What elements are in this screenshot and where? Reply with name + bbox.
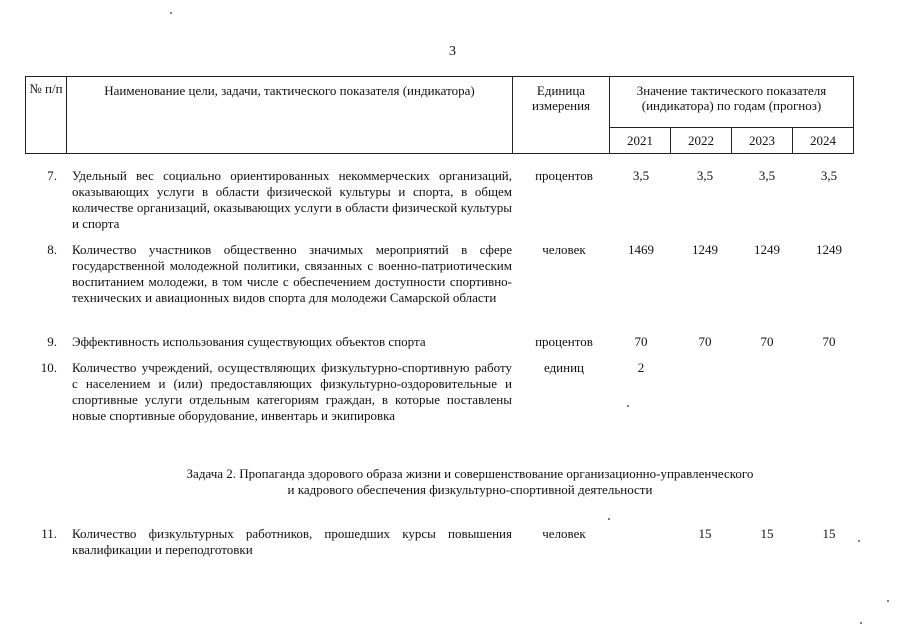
table-row — [25, 334, 860, 350]
row-number: 11. — [41, 526, 57, 541]
row-value-2024: 15 — [822, 526, 836, 541]
row-value-2022: 1249 — [692, 242, 718, 257]
header-year-2021: 2021 — [610, 128, 671, 154]
row-value-2021: 1469 — [628, 242, 654, 257]
table-row — [25, 242, 860, 322]
header-year-2024: 2024 — [793, 128, 854, 154]
row-unit: процентов — [535, 334, 593, 349]
header-name: Наименование цели, задачи, тактического показателя (индикатора) — [67, 77, 513, 154]
row-unit: человек — [542, 242, 586, 257]
header-year-2022: 2022 — [671, 128, 732, 154]
row-value-2021: 3,5 — [632, 168, 650, 183]
scan-speck — [860, 622, 862, 624]
row-number: 10. — [40, 360, 57, 375]
row-value-2022: 3,5 — [696, 168, 714, 183]
row-unit: единиц — [543, 360, 585, 375]
page-number: 3 — [449, 44, 456, 59]
scan-speck — [170, 12, 172, 14]
header-year-2023: 2023 — [732, 128, 793, 154]
header-unit: Единица измерения — [513, 77, 610, 154]
row-value-2022: 15 — [698, 526, 712, 541]
row-name: Количество учреждений, осуществляющих физкультурно-спортивную работу с населением и (или) предоставляющих физкультурно-оздоровительные и спортивные услуги отдельным категориям граждан, в которые поставлены новые спортивные оборудование, инвентарь и экипировка — [72, 360, 512, 423]
row-value-2023: 3,5 — [758, 168, 776, 183]
scan-speck — [608, 518, 610, 520]
header-value-text: Значение тактического показателя (индикатора) по годам (прогноз) — [636, 83, 827, 113]
table-row — [25, 360, 860, 440]
row-name: Эффективность использования существующих объектов спорта — [72, 334, 426, 349]
header-num: № п/п — [26, 77, 67, 154]
row-value-2022: 70 — [698, 334, 712, 349]
row-name: Удельный вес социально ориентированных некоммерческих организаций, оказывающих услуги в области физической культуры и спорта, в общем количестве организаций, оказывающих услуги в области физической культуры и спорта — [72, 168, 512, 231]
row-value-2021: 70 — [634, 334, 648, 349]
row-number: 9. — [47, 334, 57, 349]
task-heading — [25, 466, 905, 498]
row-value-2023: 1249 — [754, 242, 780, 257]
row-unit: процентов — [535, 168, 593, 183]
header-value — [610, 77, 854, 128]
row-value-2024: 3,5 — [820, 168, 838, 183]
table-row — [25, 526, 860, 558]
row-number: 8. — [47, 242, 57, 257]
scan-speck — [627, 405, 629, 407]
row-value-2021: 2 — [637, 360, 645, 375]
row-value-2024: 70 — [822, 334, 836, 349]
indicator-table-header — [25, 76, 854, 154]
row-unit: человек — [542, 526, 586, 541]
task-heading-line1: Задача 2. Пропаганда здорового образа жизни и совершенствование организационно-управленческого — [186, 466, 754, 481]
table-row — [25, 168, 860, 232]
row-value-2024: 1249 — [816, 242, 842, 257]
row-number: 7. — [47, 168, 57, 183]
row-value-2023: 70 — [760, 334, 774, 349]
row-name: Количество физкультурных работников, прошедших курсы повышения квалификации и переподготовки — [72, 526, 512, 557]
row-name: Количество участников общественно значимых мероприятий в сфере государственной молодежной политики, связанных с военно-патриотическим воспитанием молодежи, в том числе с обеспечением доступности спортивно-технических и авиационных видов спорта для молодежи Самарской области — [72, 242, 512, 305]
scan-speck — [887, 600, 889, 602]
scan-speck — [858, 540, 860, 542]
task-heading-line2: и кадрового обеспечения физкультурно-спортивной деятельности — [287, 482, 653, 497]
row-value-2023: 15 — [760, 526, 774, 541]
